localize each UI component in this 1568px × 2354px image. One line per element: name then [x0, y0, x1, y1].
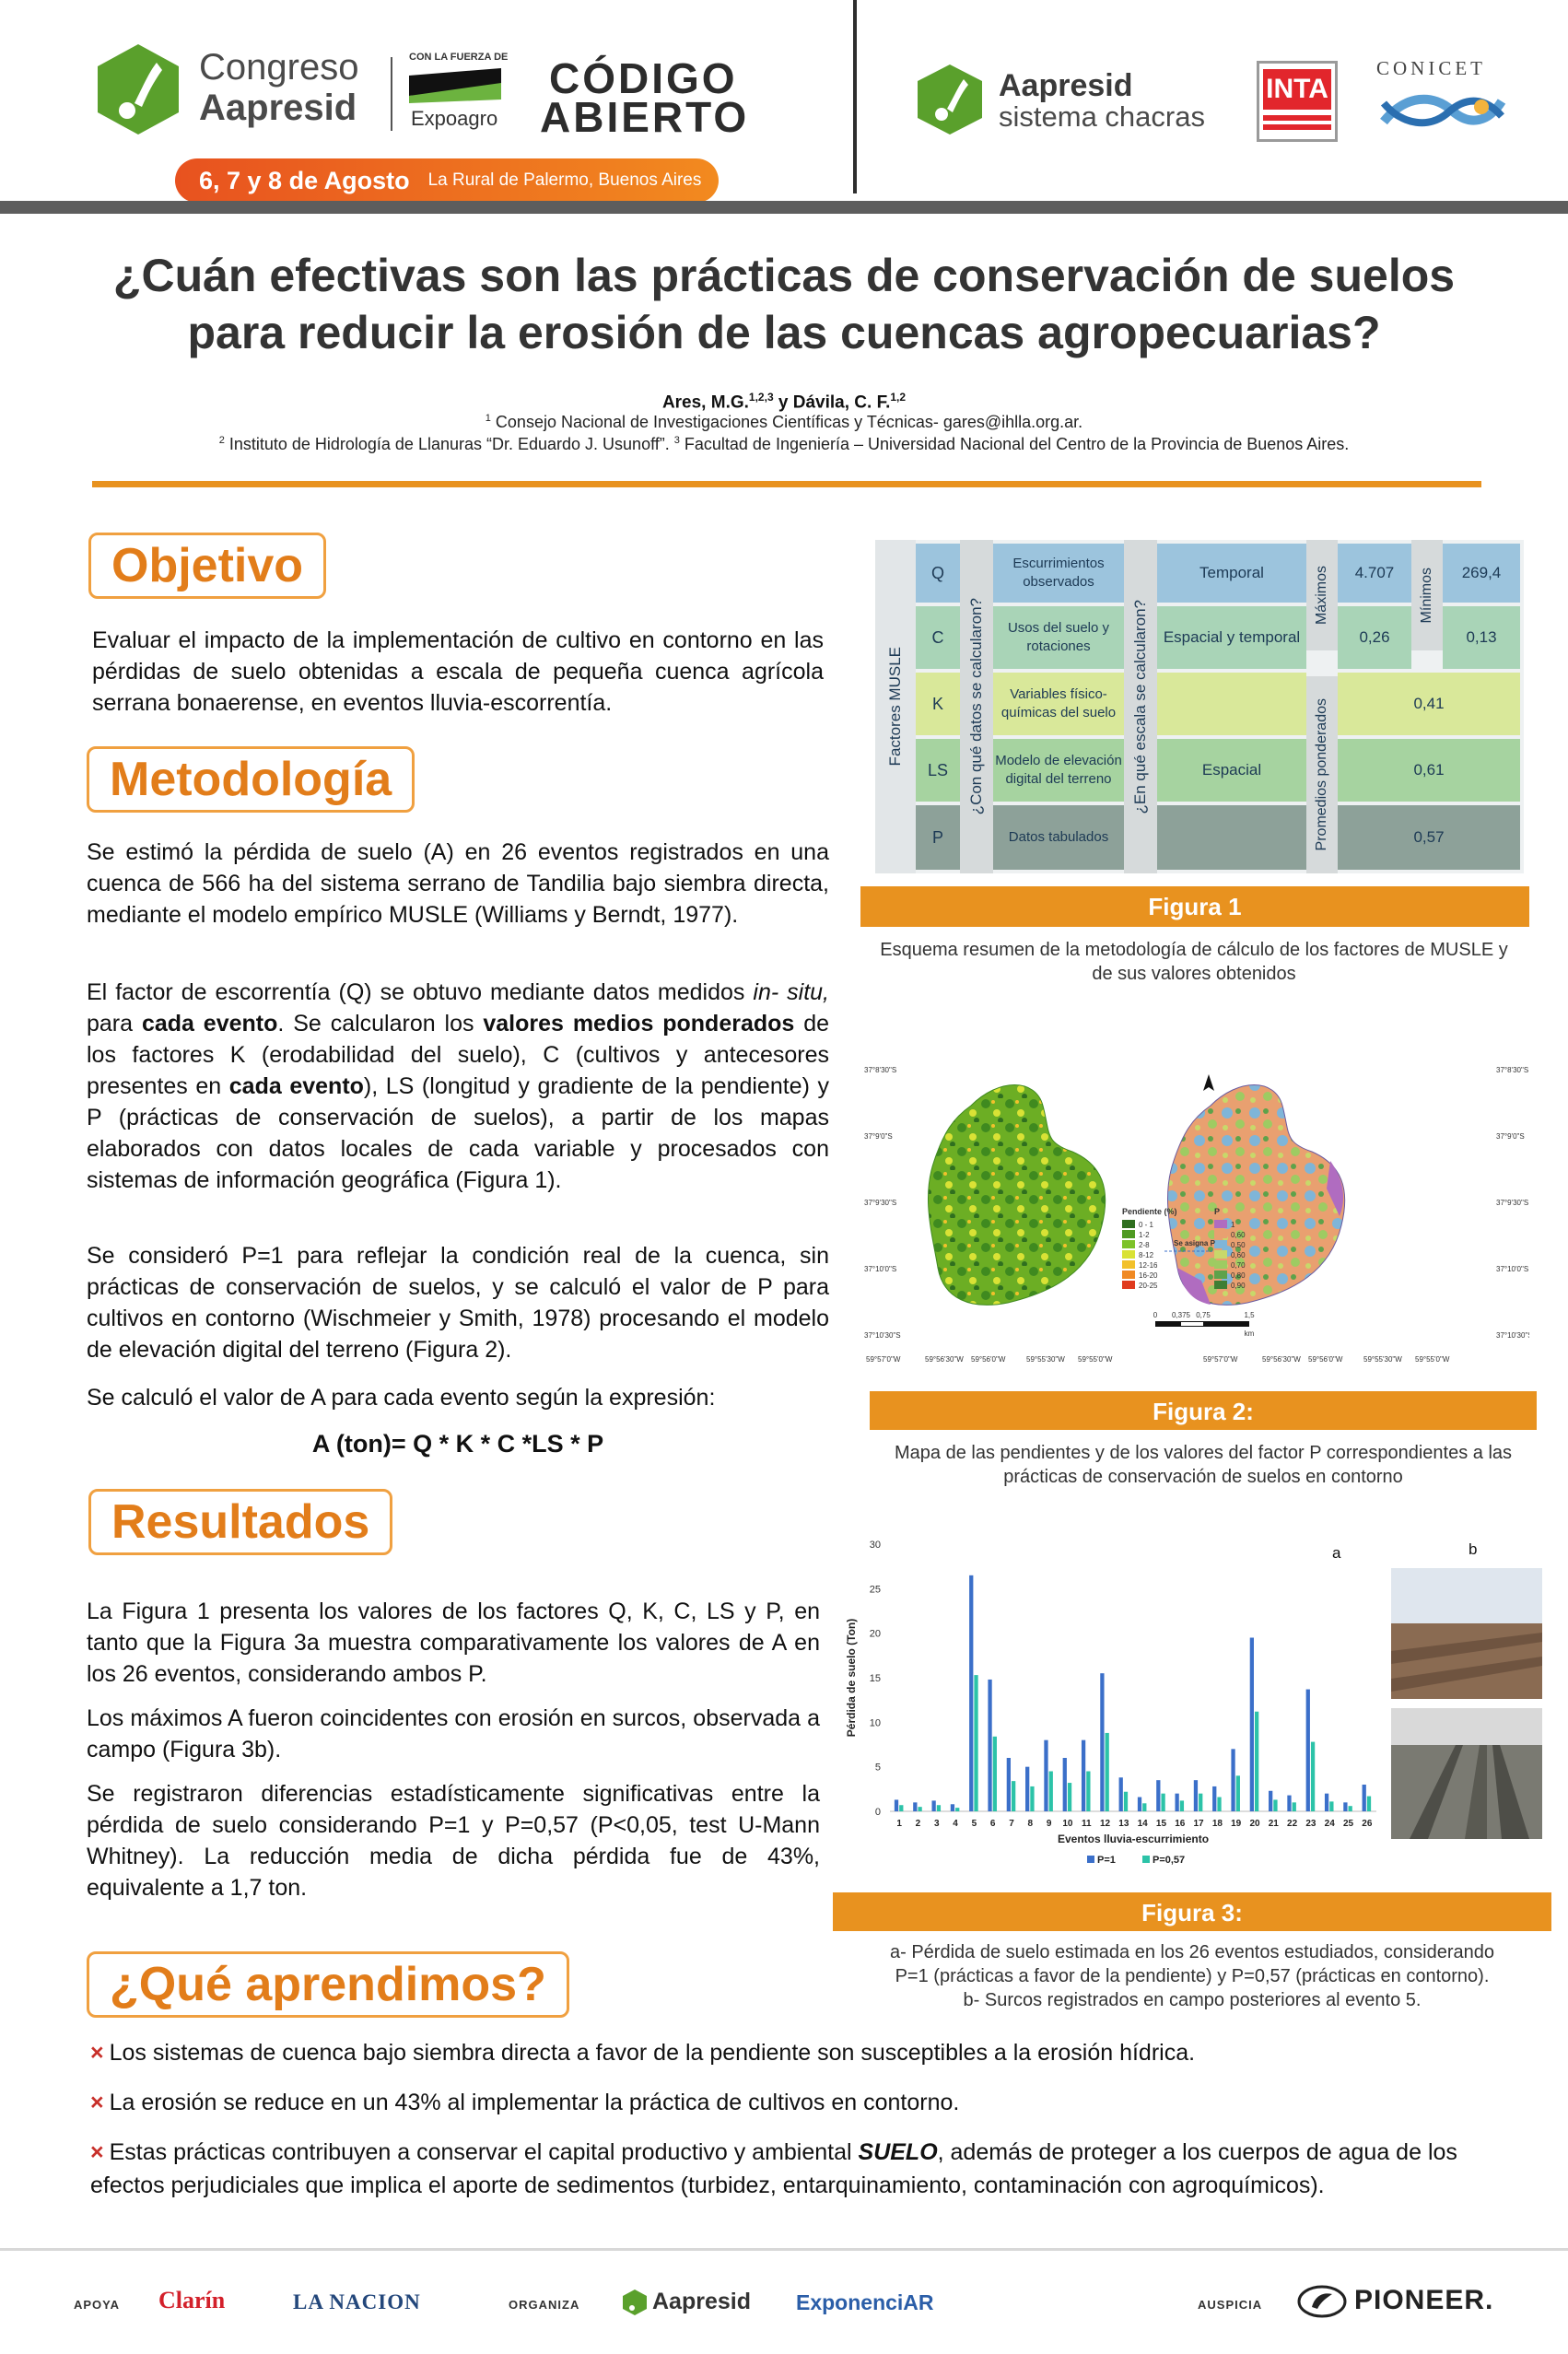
- legend-swatch: [1142, 1856, 1150, 1863]
- scale-unit: km: [1244, 1329, 1255, 1338]
- lon-label-left: 59°56'30"W: [925, 1355, 964, 1364]
- title-underline: [92, 481, 1481, 487]
- lat-label-right: 37°10'30"S: [1496, 1331, 1529, 1340]
- p-legend-title: P: [1214, 1207, 1221, 1216]
- bar-p1: [931, 1800, 935, 1811]
- bar-p057: [1311, 1742, 1315, 1811]
- lat-label-left: 37°10'30"S: [864, 1331, 901, 1340]
- cross-bullet-icon: ×: [90, 2040, 104, 2066]
- bar-p1: [1025, 1767, 1029, 1811]
- fig1-datos-c: Usos del suelo y rotaciones: [993, 606, 1124, 669]
- fig1-min-q: 269,4: [1443, 544, 1520, 603]
- bar-p057: [899, 1805, 903, 1811]
- congreso-line1: Congreso: [199, 47, 359, 88]
- bar-p1: [1044, 1740, 1047, 1811]
- figure-1-caption: Esquema resumen de la metodología de cálculo de los factores de MUSLE y de sus valores obtenidos: [880, 940, 1508, 984]
- bar-p057: [918, 1807, 921, 1811]
- fig1-min-c: 0,13: [1443, 606, 1520, 669]
- x-tick-label: 16: [1175, 1819, 1186, 1829]
- lat-label-right: 37°9'0"S: [1496, 1132, 1525, 1141]
- bar-p1: [1156, 1780, 1160, 1811]
- bar-p1: [1325, 1794, 1328, 1811]
- x-tick-label: 2: [915, 1819, 921, 1829]
- x-tick-label: 9: [1046, 1819, 1052, 1829]
- bar-p057: [1106, 1733, 1109, 1811]
- p-label: 0,60: [1231, 1231, 1246, 1239]
- pendiente-label: 20-25: [1139, 1282, 1158, 1290]
- x-tick-label: 15: [1155, 1819, 1167, 1829]
- footer-aapresid-icon: [621, 2289, 649, 2316]
- x-tick-label: 19: [1231, 1819, 1242, 1829]
- objetivo-text: Evaluar el impacto de la implementación de cultivo en contorno en las pérdidas de suelo obtenidas a escala de pequeña cuenca agrícola serrana bonaerense, en eventos lluvia-escorrentía.: [92, 627, 824, 716]
- x-tick-label: 11: [1081, 1819, 1092, 1829]
- expoagro-label: Expoagro: [411, 107, 498, 130]
- x-tick-label: 5: [971, 1819, 977, 1829]
- lon-label-left: 59°57'0"W: [866, 1355, 901, 1364]
- lon-label-left: 59°56'0"W: [971, 1355, 1006, 1364]
- y-tick-label: 25: [869, 1584, 881, 1596]
- bar-p057: [1049, 1772, 1053, 1812]
- figure-2-maps: [860, 1050, 1529, 1382]
- bar-p057: [1255, 1712, 1258, 1811]
- fig1-factor-c: C: [916, 606, 960, 669]
- fig1-escala-column: ¿En qué escala se calcularon?: [1124, 540, 1157, 873]
- congreso-line2: Aapresid: [199, 88, 357, 128]
- affiliation-2-3: $^2$ Instituto de Hidrología de Llanuras “Dr. Eduardo J. Usunoff”. $^3$ Facultad de Ingeniería – Universidad Nacional del Centro de la Provincia de Buenos Aires.: [218, 435, 1350, 453]
- lat-label-right: 37°8'30"S: [1496, 1066, 1529, 1074]
- lat-label-right: 37°9'30"S: [1496, 1199, 1529, 1207]
- bar-p057: [1199, 1794, 1202, 1811]
- pendiente-swatch: [1122, 1220, 1135, 1228]
- pendiente-label: 0 - 1: [1139, 1221, 1154, 1229]
- x-tick-label: 10: [1062, 1819, 1073, 1829]
- x-tick-label: 26: [1362, 1819, 1373, 1829]
- fig1-escala-c: Espacial y temporal: [1157, 606, 1306, 669]
- aprendimos-heading: ¿Qué aprendimos?: [87, 1951, 569, 2018]
- p-swatch: [1214, 1250, 1227, 1259]
- fig1-maximos-label: Máximos: [1306, 540, 1338, 650]
- bar-p057: [937, 1805, 941, 1811]
- fig1-minimos-label: Mínimos: [1411, 540, 1443, 650]
- header-bar: [0, 201, 1568, 214]
- lon-label-right: 59°57'0"W: [1203, 1355, 1238, 1364]
- bar-p1: [1100, 1673, 1104, 1811]
- legend-label: P=1: [1097, 1855, 1116, 1866]
- panel-b-label: b: [1469, 1540, 1478, 1558]
- fig1-max-q: 4.707: [1338, 544, 1411, 603]
- bar-p057: [1349, 1806, 1352, 1811]
- fig1-factor-q: Q: [916, 544, 960, 603]
- lat-label-left: 37°10'0"S: [864, 1265, 897, 1273]
- bar-p057: [1086, 1772, 1090, 1812]
- p-swatch: [1214, 1220, 1227, 1228]
- lat-label-left: 37°9'0"S: [864, 1132, 893, 1141]
- fig1-max-c: 0,26: [1338, 606, 1411, 669]
- x-tick-label: 21: [1268, 1819, 1279, 1829]
- metodologia-p4: Se calculó el valor de A para cada evento según la expresión:: [87, 1385, 716, 1411]
- figure-3-caption: a- Pérdida de suelo estimada en los 26 eventos estudiados, considerando P=1 (prácticas a favor de la pendiente) y P=0,57 (prácticas en contorno). b- Surcos registrados en campo posteriores al evento 5.: [890, 1942, 1494, 2010]
- bar-p1: [1119, 1777, 1123, 1811]
- bar-p057: [1142, 1803, 1146, 1811]
- footer-la-nacion-logo: LA NACION: [293, 2290, 421, 2313]
- metodologia-heading: Metodología: [87, 746, 415, 813]
- x-tick-label: 22: [1287, 1819, 1298, 1829]
- figure-2-caption: Mapa de las pendientes y de los valores del factor P correspondientes a las prácticas de conservación de suelos en contorno: [894, 1443, 1513, 1487]
- bar-p057: [1293, 1802, 1296, 1811]
- aprendimos-bullet-3: × Estas prácticas contribuyen a conservar el capital productivo y ambiental SUELO, además de proteger a los cuerpos de agua de los efectos perjudiciales que implica el aporte de sedimentos (turbidez, entarquinamiento, contaminación con agroquímicos).: [90, 2139, 1457, 2198]
- bar-p057: [974, 1675, 977, 1811]
- y-tick-label: 30: [869, 1540, 881, 1551]
- lon-label-right: 59°56'0"W: [1308, 1355, 1343, 1364]
- scale-bar-gap: [1181, 1322, 1203, 1326]
- figure-3-panel: [833, 1522, 1551, 1878]
- y-axis-label: Pérdida de suelo (Ton): [845, 1618, 858, 1738]
- congreso-aapresid-logo-icon: [83, 39, 193, 140]
- conicet-label: CONICET: [1376, 57, 1486, 79]
- bar-p057: [1161, 1794, 1164, 1811]
- pendiente-swatch: [1122, 1250, 1135, 1259]
- bar-p1: [1212, 1786, 1216, 1811]
- y-tick-label: 10: [869, 1717, 881, 1729]
- footer-clarin-logo: Clarín: [158, 2287, 226, 2313]
- title-line2: para reducir la erosión de las cuencas agropecuarias?: [187, 307, 1381, 358]
- bar-p1: [951, 1804, 954, 1811]
- pendiente-swatch: [1122, 1271, 1135, 1279]
- p-label: 0,50: [1231, 1241, 1246, 1249]
- lon-label-left: 59°55'0"W: [1078, 1355, 1113, 1364]
- bar-p1: [1063, 1758, 1067, 1811]
- x-tick-label: 17: [1193, 1819, 1204, 1829]
- bar-p1: [1269, 1791, 1272, 1811]
- pendiente-swatch: [1122, 1260, 1135, 1269]
- metodologia-p2: El factor de escorrentía (Q) se obtuvo mediante datos medidos in- situ, para cada evento. Se calcularon los valores medios ponderados de los factores K (erodabilidad del suelo), C (cultivos y antecesores presentes en cada evento), LS (longitud y gradiente de la pendiente) y P (prácticas de conservación de suelos), a partir de los mapas elaborados con datos locales de cada variable y procesados con sistemas de información geográfica (Figura 1).: [87, 979, 830, 1193]
- figure-2-map-svg: [860, 1050, 1529, 1382]
- resultados-heading: Resultados: [88, 1489, 392, 1555]
- y-tick-label: 15: [869, 1673, 881, 1684]
- poster-title: [0, 247, 1568, 361]
- fig1-datos-q: Escurrimientos observados: [993, 544, 1124, 603]
- author-1: Ares, M.G.: [661, 392, 749, 413]
- bar-p057: [1180, 1800, 1184, 1811]
- logo-divider: [391, 57, 392, 131]
- bar-p1: [1007, 1758, 1011, 1811]
- cross-bullet-icon: ×: [90, 2090, 104, 2115]
- x-tick-label: 3: [933, 1819, 940, 1829]
- footer-apoya: APOYA: [74, 2298, 121, 2312]
- bar-p057: [993, 1737, 997, 1811]
- fig1-datos-p: Datos tabulados: [993, 805, 1124, 870]
- bar-p1: [895, 1799, 898, 1811]
- bar-p1: [1175, 1794, 1178, 1811]
- bar-p1: [988, 1680, 991, 1811]
- legend-swatch: [1087, 1856, 1094, 1863]
- fig1-prom-p: 0,57: [1338, 805, 1520, 870]
- inta-logo: [1257, 61, 1338, 142]
- bar-p057: [1030, 1786, 1034, 1811]
- footer-organiza: ORGANIZA: [509, 2298, 580, 2312]
- lon-label-right: 59°55'0"W: [1415, 1355, 1450, 1364]
- pendiente-label: 2-8: [1139, 1241, 1150, 1249]
- aapresid-chacras-logo-icon: [908, 61, 991, 138]
- p-label: 1: [1231, 1221, 1235, 1229]
- fig1-factor-ls: LS: [916, 739, 960, 802]
- bar-p1: [969, 1575, 973, 1811]
- bar-p1: [913, 1802, 917, 1811]
- p-label: 0,90: [1231, 1282, 1246, 1290]
- figure-3-caption-title: Figura 3:: [833, 1892, 1551, 1931]
- x-tick-label: 23: [1305, 1819, 1316, 1829]
- figure-1-table: [875, 540, 1524, 873]
- fig1-factor-k: K: [916, 673, 960, 735]
- bar-p1: [1306, 1690, 1310, 1811]
- lon-label-right: 59°55'30"W: [1363, 1355, 1402, 1364]
- lat-label-right: 37°10'0"S: [1496, 1265, 1529, 1273]
- lon-label-left: 59°55'30"W: [1026, 1355, 1065, 1364]
- cross-bullet-icon: ×: [90, 2139, 104, 2165]
- footer-auspicia: AUSPICIA: [1198, 2298, 1263, 2312]
- fig1-datos-k: Variables físico-químicas del suelo: [993, 673, 1124, 735]
- resultados-p1: La Figura 1 presenta los valores de los factores Q, K, C, LS y P, en tanto que la Figura 3a muestra comparativamente los valores de A en los 26 eventos, considerando ambos P.: [87, 1599, 820, 1687]
- aprendimos-bullet-2: × La erosión se reduce en un 43% al implementar la práctica de cultivos en contorno.: [90, 2090, 960, 2115]
- event-date: 6, 7 y 8 de Agosto: [199, 166, 410, 194]
- x-tick-label: 14: [1137, 1819, 1148, 1829]
- inta-logo-text: INTA: [1263, 69, 1331, 110]
- con-la-fuerza-label: CON LA FUERZA DE: [409, 52, 509, 63]
- sistema-chacras-label: sistema chacras: [999, 100, 1205, 133]
- bar-p057: [1217, 1798, 1221, 1811]
- bar-p1: [1343, 1802, 1347, 1811]
- bar-p1: [1231, 1749, 1235, 1811]
- bar-p1: [1194, 1780, 1198, 1811]
- field-photo-1: [1391, 1568, 1542, 1699]
- bar-p057: [1068, 1783, 1071, 1811]
- fig1-factor-p: P: [916, 805, 960, 870]
- figure-3a-bar-chart: [833, 1522, 1386, 1878]
- x-tick-label: 24: [1324, 1819, 1335, 1829]
- bar-p1: [1138, 1798, 1141, 1811]
- x-tick-label: 6: [989, 1819, 996, 1829]
- affiliation-1: $^1$ Consejo Nacional de Investigaciones Científicas y Técnicas- gares@ihlla.org.ar.: [485, 413, 1083, 431]
- metodologia-p3: Se consideró P=1 para reflejar la condición real de la cuenca, sin prácticas de conservación de suelos, y se calculó el valor de P para cultivos en contorno (Wischmeier y Smith, 1978) procesando el modelo de elevación digital del terreno (Figura 2).: [87, 1243, 829, 1363]
- aprendimos-bullet-1: × Los sistemas de cuenca bajo siembra directa a favor de la pendiente son susceptibles a la erosión hídrica.: [90, 2040, 1196, 2066]
- fig1-escala-ls: Espacial: [1157, 739, 1306, 802]
- p-label: 0,70: [1231, 1261, 1246, 1270]
- p-swatch: [1214, 1260, 1227, 1269]
- x-tick-label: 13: [1118, 1819, 1129, 1829]
- fig1-prom-k: 0,41: [1338, 673, 1520, 735]
- title-line1: ¿Cuán efectivas son las prácticas de conservación de suelos: [112, 250, 1456, 301]
- pendiente-legend-title: Pendiente (%): [1122, 1207, 1177, 1216]
- author-2: y Dávila, C. F.: [773, 392, 891, 413]
- lat-label-left: 37°8'30"S: [864, 1066, 897, 1074]
- pendiente-swatch: [1122, 1230, 1135, 1238]
- footer-pioneer-icon: [1297, 2285, 1347, 2318]
- resultados-p2: Los máximos A fueron coincidentes con erosión en surcos, observada a campo (Figura 3b).: [87, 1705, 820, 1763]
- pendiente-label: 8-12: [1139, 1251, 1154, 1259]
- bar-p1: [1082, 1740, 1085, 1811]
- x-tick-label: 8: [1027, 1819, 1034, 1829]
- x-tick-label: 1: [896, 1819, 902, 1829]
- x-axis-label: Eventos lluvia-escurrimiento: [1057, 1833, 1210, 1845]
- event-venue: La Rural de Palermo, Buenos Aires: [427, 170, 702, 190]
- scale-label: 1,5: [1244, 1311, 1255, 1319]
- scale-label: 0,375: [1171, 1311, 1191, 1319]
- scale-label: 0: [1153, 1311, 1158, 1319]
- scale-label: 0,75: [1196, 1311, 1211, 1319]
- legend-label: P=0,57: [1153, 1855, 1186, 1866]
- y-tick-label: 20: [869, 1628, 881, 1640]
- fig1-escala-empty: [1157, 805, 1306, 870]
- x-tick-label: 18: [1211, 1819, 1223, 1829]
- y-tick-label: 5: [874, 1762, 881, 1774]
- x-tick-label: 12: [1099, 1819, 1111, 1829]
- authors: Ares, M.G.$^{1,2,3}$ y Dávila, C. F.$^{1,2}$: [661, 391, 907, 413]
- p-label: 0,60: [1231, 1251, 1246, 1259]
- codigo-line2: ABIERTO: [540, 93, 750, 141]
- bar-p1: [1363, 1785, 1366, 1811]
- pendiente-label: 12-16: [1139, 1261, 1158, 1270]
- fig1-promedios-label: Promedios ponderados: [1306, 676, 1338, 873]
- footer-exponenciar-logo: ExponenciAR: [796, 2290, 934, 2314]
- pendiente-swatch: [1122, 1281, 1135, 1289]
- footer-pioneer-logo: PIONEER.: [1354, 2285, 1494, 2315]
- p-swatch: [1214, 1271, 1227, 1279]
- se-asigna-label: Se asigna P: [1174, 1239, 1215, 1247]
- p-swatch: [1214, 1240, 1227, 1248]
- p-swatch: [1214, 1281, 1227, 1289]
- field-photo-2: [1391, 1708, 1542, 1839]
- lat-label-left: 37°9'30"S: [864, 1199, 897, 1207]
- p-label: 0,80: [1231, 1271, 1246, 1280]
- resultados-p3: Se registraron diferencias estadísticamente significativas entre la pérdida de suelo considerando P=1 y P=0,57 (P<0,05, test U-Mann Whitney). La reducción media de dicha pérdida fue de 43%, equivalente a 1,7 ton.: [87, 1781, 820, 1901]
- codigo-line1: CÓDIGO: [549, 54, 738, 102]
- footer-aapresid-logo: Aapresid: [652, 2289, 751, 2314]
- fig1-con-que-column: ¿Con qué datos se calcularon?: [960, 540, 993, 873]
- y-tick-label: 0: [874, 1807, 881, 1818]
- bar-p057: [1367, 1797, 1371, 1811]
- pendiente-swatch: [1122, 1240, 1135, 1248]
- objetivo-heading: Objetivo: [88, 533, 326, 599]
- fig1-escala-q: Temporal: [1157, 544, 1306, 603]
- aapresid-label: Aapresid: [999, 68, 1133, 103]
- bar-p057: [1012, 1781, 1015, 1811]
- expoagro-flag-icon: [409, 68, 501, 105]
- musle-formula: A (ton)= Q * K * C *LS * P: [311, 1430, 604, 1458]
- bar-p1: [1250, 1638, 1254, 1812]
- fig1-factores-column: Factores MUSLE: [875, 540, 916, 873]
- header: [0, 0, 1568, 214]
- pendiente-label: 16-20: [1139, 1271, 1158, 1280]
- bar-p057: [1124, 1792, 1128, 1811]
- bar-p057: [1329, 1801, 1333, 1811]
- bar-p057: [1273, 1799, 1277, 1811]
- x-tick-label: 25: [1342, 1819, 1354, 1829]
- fig1-datos-ls: Modelo de elevación digital del terreno: [993, 739, 1124, 802]
- conicet-wave-icon: [1378, 85, 1507, 136]
- x-tick-label: 4: [953, 1819, 958, 1829]
- fig1-escala-empty: [1157, 673, 1306, 735]
- panel-a-label: a: [1332, 1544, 1341, 1562]
- bar-p1: [1287, 1796, 1291, 1811]
- figure-2-caption-title: Figura 2:: [870, 1391, 1537, 1430]
- x-tick-label: 7: [1009, 1819, 1014, 1829]
- metodologia-p1: Se estimó la pérdida de suelo (A) en 26 eventos registrados en una cuenca de 566 ha del sistema serrano de Tandilia bajo siembra directa, mediante el modelo empírico MUSLE (Williams y Berndt, 1977).: [87, 839, 829, 928]
- x-tick-label: 20: [1249, 1819, 1260, 1829]
- pendiente-label: 1-2: [1139, 1231, 1150, 1239]
- bar-p057: [1236, 1775, 1240, 1811]
- p-swatch: [1214, 1230, 1227, 1238]
- figure-1-caption-title: Figura 1: [860, 886, 1529, 927]
- header-divider: [853, 0, 857, 193]
- lon-label-right: 59°56'30"W: [1262, 1355, 1301, 1364]
- date-pill: [175, 158, 719, 203]
- bar-p057: [955, 1808, 959, 1811]
- fig1-prom-ls: 0,61: [1338, 739, 1520, 802]
